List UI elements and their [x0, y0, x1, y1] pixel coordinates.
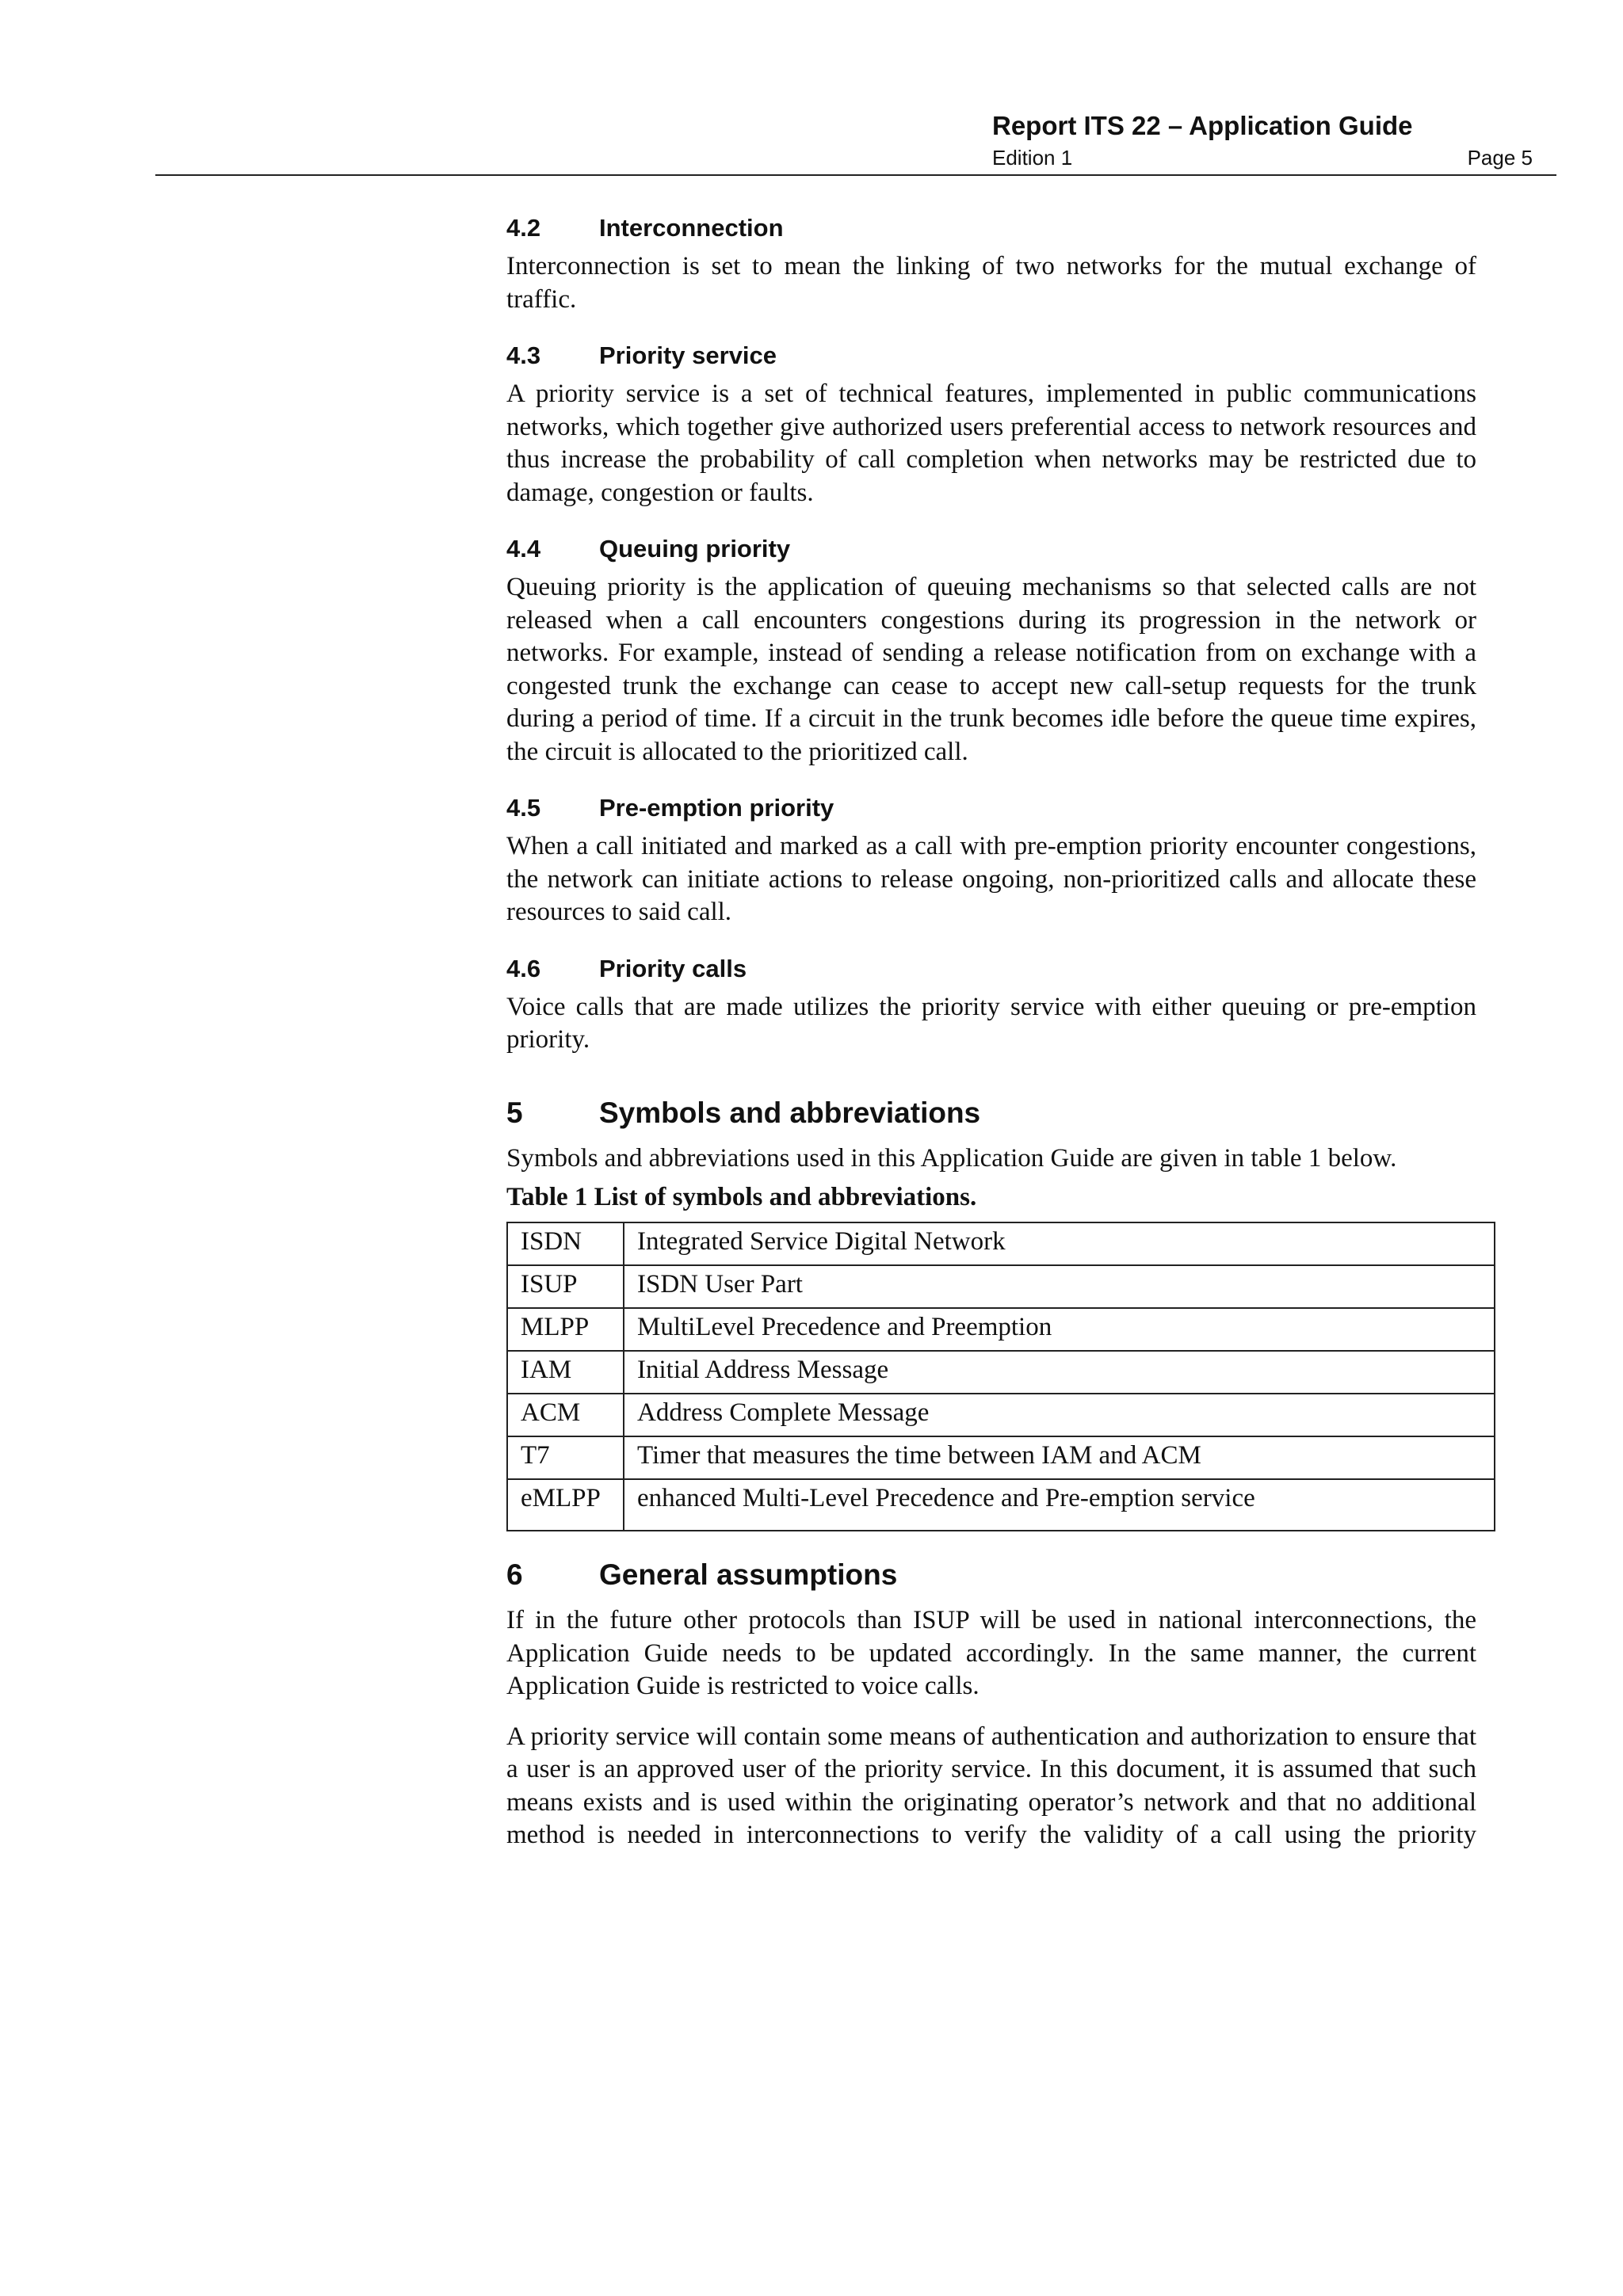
table-cell-symbol: ISDN: [507, 1222, 624, 1265]
table-cell-symbol: eMLPP: [507, 1479, 624, 1531]
table-cell-description: ISDN User Part: [624, 1265, 1495, 1308]
section-paragraph: If in the future other protocols than ISUP will be used in national interconnections, the Application Guide needs to be updated accordingly. In the same manner, the current Application Guide is restricted to voice calls.: [506, 1606, 1476, 1700]
table-row: [507, 1479, 1495, 1531]
table-row: [507, 1394, 1495, 1436]
table-row: [507, 1222, 1495, 1265]
table-cell-symbol: ACM: [507, 1394, 624, 1436]
page-number: Page 5: [1467, 146, 1533, 170]
table-caption: Table 1 List of symbols and abbreviations.: [506, 1183, 977, 1211]
section-heading-4-3: 4.3 Priority service: [506, 341, 777, 369]
table-row: [507, 1308, 1495, 1351]
section-paragraph: A priority service will contain some means of authentication and authorization to ensure that a user is an approved user of the priority service. In this document, it is assumed that such means exists and is used within the originating operator’s network and that no additional method is needed in interconnections to verify the validity of a call using the priority: [506, 1722, 1476, 1849]
section-heading-4-6: 4.6 Priority calls: [506, 954, 747, 982]
section-paragraph: Symbols and abbreviations used in this Application Guide are given in table 1 below.: [506, 1143, 1397, 1173]
section-heading-5: 5 Symbols and abbreviations: [506, 1096, 981, 1129]
table-cell-description: enhanced Multi-Level Precedence and Pre-emption service: [624, 1479, 1495, 1531]
section-heading-4-5: 4.5 Pre-emption priority: [506, 794, 834, 822]
section-paragraph: A priority service is a set of technical features, implemented in public communications networks, which together give authorized users preferential access to network resources and thus increase the probability of call completion when networks may be restricted due to damage, congestion or faults.: [506, 379, 1476, 507]
document-body: [506, 212, 1476, 1852]
table-cell-symbol: ISUP: [507, 1265, 624, 1308]
section-heading-4-4: 4.4 Queuing priority: [506, 535, 791, 563]
header-divider: [155, 174, 1556, 176]
table-cell-symbol: IAM: [507, 1351, 624, 1394]
section-paragraph: Queuing priority is the application of queuing mechanisms so that selected calls are not released when a call encounters congestions during its progression in the network or networks. For example, instead of sending a release notification from on exchange with a congested trunk the exchange can cease to accept new call-setup requests for the trunk during a period of time. If a circuit in the trunk becomes idle before the queue time expires, the circuit is allocated to the prioritized call.: [506, 573, 1476, 766]
edition-label: Edition 1: [992, 146, 1073, 170]
table-row: [507, 1436, 1495, 1479]
table-cell-description: Initial Address Message: [624, 1351, 1495, 1394]
abbreviations-table: [506, 1222, 1495, 1531]
table-cell-symbol: MLPP: [507, 1308, 624, 1351]
table-cell-description: MultiLevel Precedence and Preemption: [624, 1308, 1495, 1351]
section-paragraph: Interconnection is set to mean the linking of two networks for the mutual exchange of traffic.: [506, 252, 1476, 314]
table-cell-symbol: T7: [507, 1436, 624, 1479]
table-cell-description: Timer that measures the time between IAM and ACM: [624, 1436, 1495, 1479]
table-row: [507, 1351, 1495, 1394]
table-cell-description: Address Complete Message: [624, 1394, 1495, 1436]
table-row: [507, 1265, 1495, 1308]
section-paragraph: Voice calls that are made utilizes the priority service with either queuing or pre-emption priority.: [506, 992, 1476, 1054]
section-paragraph: When a call initiated and marked as a call with pre-emption priority encounter congestions, the network can initiate actions to release ongoing, non-prioritized calls and allocate these resources to said call.: [506, 832, 1476, 926]
section-heading-4-2: 4.2 Interconnection: [506, 214, 784, 242]
report-title: Report ITS 22 – Application Guide: [992, 111, 1413, 140]
section-heading-6: 6 General assumptions: [506, 1558, 898, 1591]
table-cell-description: Integrated Service Digital Network: [624, 1222, 1495, 1265]
